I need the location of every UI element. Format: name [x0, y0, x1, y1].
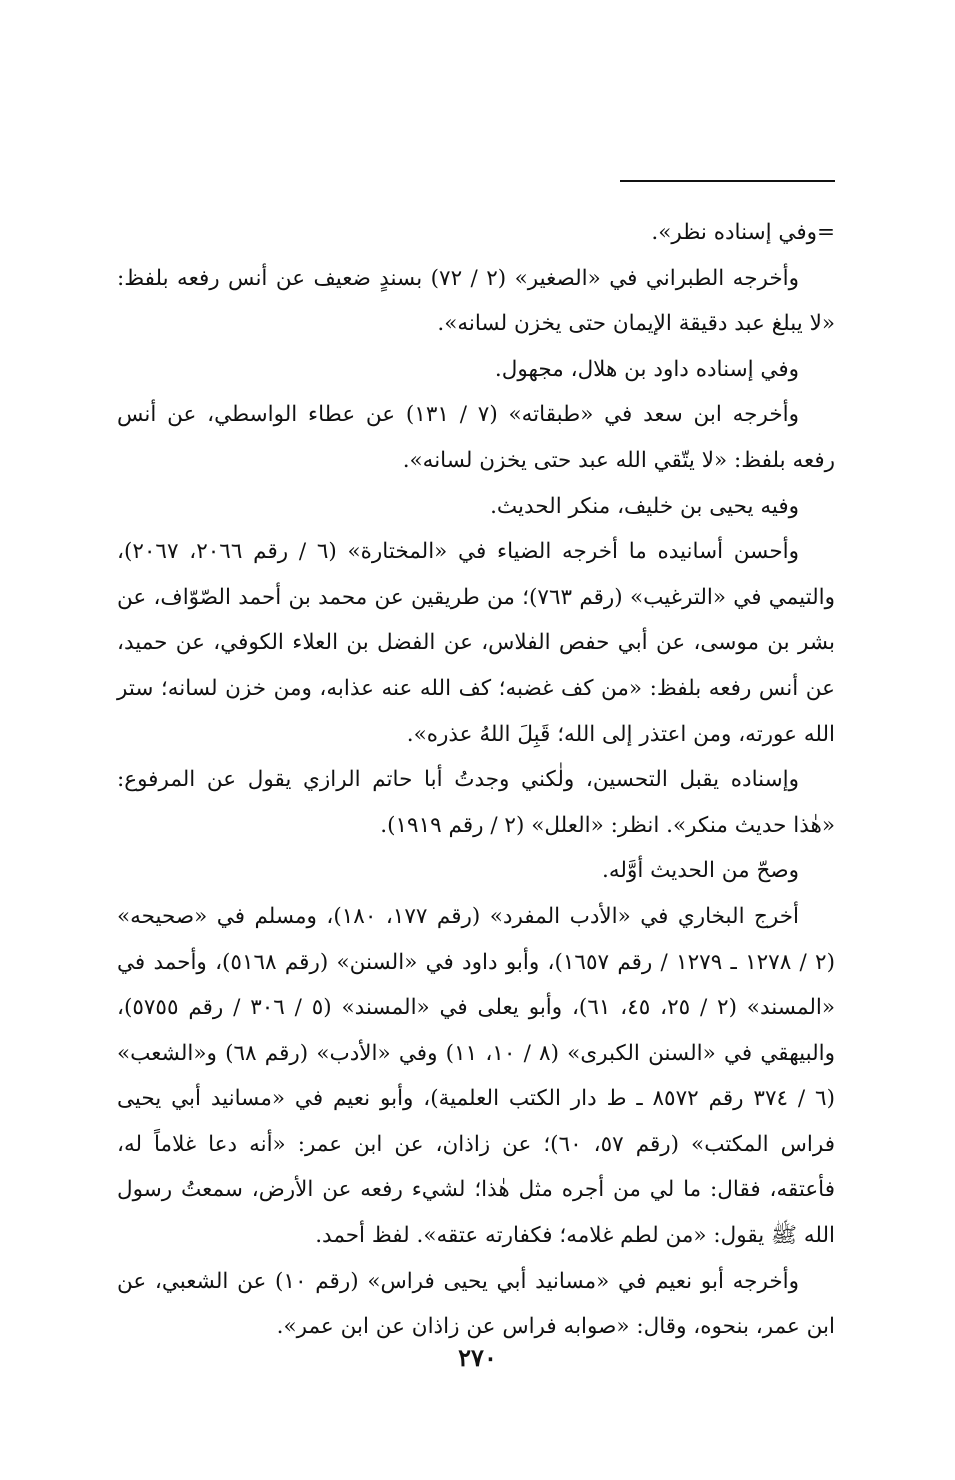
footnote-text-block: [117, 210, 835, 1350]
footnote-paragraph-10: وأخرجه أبو نعيم في «مسانيد أبي يحيى فراس» (رقم ١٠) عن الشعبي، عن ابن عمر، بنحوه، وقال: «صوابه فراس عن زاذان عن ابن عمر».: [117, 1268, 835, 1340]
footnote-paragraph-8: وصحّ من الحديث أوَّله.: [602, 858, 799, 884]
footnote-paragraph-2: وأخرجه الطبراني في «الصغير» (٢ / ٧٢) بسندٍ ضعيف عن أنس رفعه بلفظ: «لا يبلغ عبد دقيقة الإيمان حتى يخزن لسانه».: [117, 265, 835, 337]
footnote-paragraph-7: وإسناده يقبل التحسين، ولٰكني وجدتُ أبا حاتم الرازي يقول عن المرفوع: «هٰذا حديث منكر». انظر: «العلل» (٢ / رقم ١٩١٩).: [117, 767, 835, 838]
footnote-paragraph-5: وفيه يحيى بن خليف، منكر الحديث.: [490, 493, 799, 519]
footnote-paragraph-6: وأحسن أسانيده ما أخرجه الضياء في «المختارة» (٦ / رقم ٢٠٦٦، ٢٠٦٧)، والتيمي في «الترغيب» (رقم ٧٦٣)؛ من طريقين عن محمد بن أحمد الصّوّاف، عن بشر بن موسى، عن أبي حفص الفلاس، عن الفضل بن العلاء الكوفي، عن حميد، عن أنس رفعه بلفظ: «من كف غضبه؛ كف الله عنه عذابه، ومن خزن لسانه؛ ستر الله عورته، ومن اعتذر إلى الله؛ قَبِلَ اللهُ عذره».: [117, 539, 835, 747]
page-number: ٢٧٠: [458, 1343, 497, 1372]
footnote-paragraph-4: وأخرجه ابن سعد في «طبقاته» (٧ / ١٣١) عن عطاء الواسطي، عن أنس رفعه بلفظ: «لا يتّقي الله عبد حتى يخزن لسانه».: [117, 402, 835, 473]
footnote-paragraph-3: وفي إسناده داود بن هلال، مجهول.: [494, 356, 799, 382]
footnote-paragraph-9: أخرج البخاري في «الأدب المفرد» (رقم ١٧٧، ١٨٠)، ومسلم في «صحيحه» (٢ / ١٢٧٨ ـ ١٢٧٩ / رقم ١٦٥٧)، وأبو داود في «السنن» (رقم ٥١٦٨)، وأحمد في «المسند» (٢ / ٢٥، ٤٥، ٦١)، وأبو يعلى في «المسند» (٥ / ٣٠٦ / رقم ٥٧٥٥)، والبيهقي في «السنن الكبرى» (٨ / ١٠، ١١) وفي «الأدب» (رقم ٦٨) و«الشعب» (٦ / ٣٧٤ رقم ٨٥٧٢ ـ ط دار الكتب العلمية)، وأبو نعيم في «مسانيد أبي يحيى فراس المكتب» (رقم ٥٧، ٦٠)؛ عن زاذان، عن ابن عمر: «أنه دعا غلاماً له، فأعتقه، فقال: ما لي من أجره مثل هٰذا؛ لشيء رفعه عن الأرض، سمعتُ رسول الله ﷺ يقول: «من لطم غلامه؛ فكفارته عتقه». لفظ أحمد.: [117, 903, 836, 1249]
footnote-paragraph-1: =وفي إسناده نظر».: [651, 220, 835, 245]
footnote-separator-rule: [620, 180, 835, 182]
